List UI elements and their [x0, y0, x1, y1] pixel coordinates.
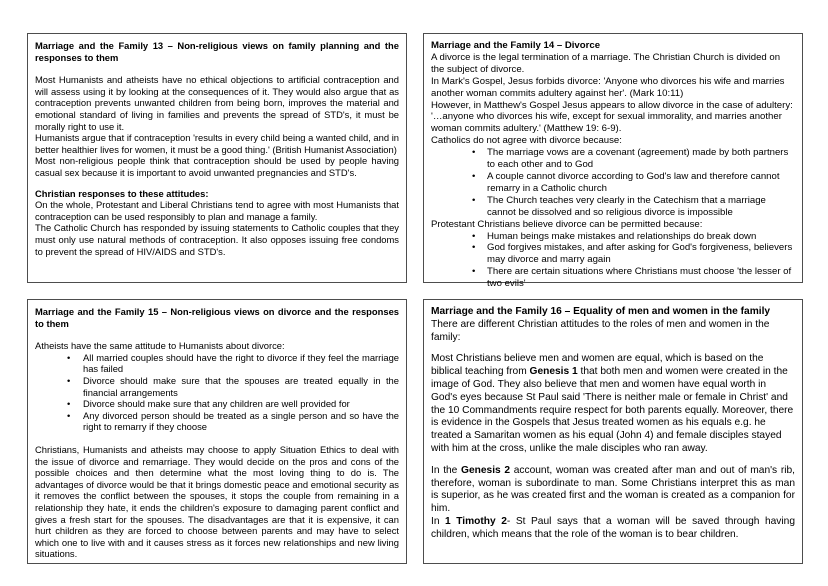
card-16-p2-text-before: In the: [431, 464, 462, 476]
card-14-paragraph-1: A divorce is the legal termination of a marriage. The Christian Church is divided on the subject of divorce.: [431, 51, 781, 75]
card-15-title: Marriage and the Family 15 – Non-religious views on divorce and the responses to them: [35, 306, 399, 329]
card-13-paragraph-1: Most Humanists and atheists have no ethical objections to artificial contraception and will assess using it by looking at the consequences of it. They would also argue that as contraception prevents unwanted children from being born, improves the material and emotional standard of living in families and prevents the spread of STD's, it must be morally right to use it.: [35, 74, 399, 132]
list-item: • The Church teaches very clearly in the Catechism that a marriage cannot be dissolved and so religious divorce is impossible: [431, 195, 795, 219]
card-13-title: Marriage and the Family 13 – Non-religious views on family planning and the responses to them: [35, 40, 399, 63]
card-14-protestant-lead: Protestant Christians believe divorce can be permitted because:: [431, 218, 703, 230]
list-item: • A couple cannot divorce according to God's law and therefore cannot remarry in a Catholic church: [431, 171, 795, 195]
card-16-paragraph-3: [431, 516, 795, 542]
card-16-paragraph-2: [431, 465, 795, 516]
card-13-paragraph-3: Most non-religious people think that contraception should be used by people having casual sex because it is important to avoid unwanted pregnancies and STD's.: [35, 155, 399, 178]
cards-grid: [27, 33, 803, 564]
card-16-paragraph-1: [431, 353, 795, 455]
card-14-paragraph-3: However, in Matthew's Gospel Jesus appears to allow divorce in the case of adultery: '…anyone who divorces his wife, except for sexual immorality, and marries another woman commits adultery.' (Matthew 19: 6-9).: [431, 99, 793, 135]
card-14-catholic-lead: Catholics do not agree with divorce because:: [431, 135, 622, 147]
spacer: [35, 329, 399, 340]
list-item: • God forgives mistakes, and after asking for God's forgiveness, believers may divorce and marry again: [431, 242, 795, 266]
card-15-paragraph-1: Christians, Humanists and atheists may choose to apply Situation Ethics to deal with the issue of divorce and remarriage. They would decide on the pros and cons of the possible choices and then determine what the most loving thing to do is. The advantages of divorce would be that it brings domestic peace and emotional security as it removes the conflict between the spouses, it stops the couple from remaining in a relationship they hate, it ends the children's exposure to damaging parent conflict and gives a fresh start for the spouses. The disadvantages are that it is expensive, it can hurt children as they are forced to choose between parents and may have to select which one to live with and it causes stress as it forces new relationships and new living situations.: [35, 443, 399, 560]
card-15-lead: Atheists have the same attitude to Humanists about divorce:: [35, 340, 285, 352]
card-14-title: Marriage and the Family 14 – Divorce: [431, 40, 601, 51]
card-14-protestant-bullets: [431, 231, 795, 291]
spacer: [431, 456, 795, 465]
card-16-p1-text-before: Most Christians believe men and women are equal, which is based on the biblical teaching from: [431, 353, 764, 378]
list-item: • There are certain situations where Christians must choose 'the lesser of two evils': [431, 266, 795, 290]
card-marriage-family-16: [423, 299, 803, 564]
card-16-p3-text-after: - St Paul says that a woman will be saved through having children, which means that the role of the woman is to bear children.: [431, 515, 795, 540]
card-13-paragraph-2: Humanists argue that if contraception 'results in every child being a wanted child, and in better healthier lives for women, it must be a good thing.' (British Humanist Association): [35, 132, 399, 155]
card-16-p1-reference: Genesis 1: [529, 366, 578, 378]
list-item: • Human beings make mistakes and relationships do break down: [431, 231, 795, 243]
list-item: • Any divorced person should be treated as a single person and so have the right to remarry if they choose: [35, 410, 399, 433]
card-16-title: Marriage and the Family 16 – Equality of men and women in the family: [431, 306, 771, 317]
card-14-paragraph-2: In Mark's Gospel, Jesus forbids divorce: 'Anyone who divorces his wife and marries another woman commits adultery against her'. (Mark 10:11): [431, 75, 785, 99]
card-marriage-family-13: [27, 33, 407, 283]
card-15-bullets: [35, 352, 399, 433]
card-16-p3-text-before: In: [431, 515, 446, 527]
card-16-p3-reference: 1 Timothy 2: [445, 515, 507, 527]
card-16-p1-text-after: that both men and women were created in the image of God. They also believe that men and women have equal worth in God's eyes because St Paul said 'There is neither male or female in Christ' and the 10 Commandments require respect for both parents equally. Moreover, there is evidence in the Gospels that Jesus treated women as his equals e.g. he treated a Samaritan women as his equal (John 4) and female disciples stayed with him at the cross, unlike the male disciples who ran away.: [431, 366, 794, 454]
card-16-p2-reference: Genesis 2: [461, 464, 511, 476]
spacer: [35, 179, 399, 188]
card-marriage-family-15: [27, 299, 407, 564]
spacer: [35, 63, 399, 74]
list-item: • Divorce should make sure that the spouses are treated equally in the financial arrangements: [35, 375, 399, 398]
list-item: • Divorce should make sure that any children are well provided for: [35, 398, 399, 410]
card-13-subheading: Christian responses to these attitudes:: [35, 187, 209, 199]
card-16-intro: There are different Christian attitudes to the roles of men and women in the family:: [431, 318, 770, 343]
card-marriage-family-14: [423, 33, 803, 290]
list-item: • All married couples should have the right to divorce if they feel the marriage has failed: [35, 352, 399, 375]
card-14-catholic-bullets: [431, 147, 795, 218]
card-13-paragraph-5: The Catholic Church has responded by issuing statements to Catholic couples that they must only use natural methods of contraception. It also opposes issuing free condoms to prevent the spread of HIV/AIDS and STD's.: [35, 222, 399, 257]
spacer: [35, 433, 399, 444]
card-13-paragraph-4: On the whole, Protestant and Liberal Christians tend to agree with most Humanists that contraception can be used responsibly to plan and manage a family.: [35, 199, 399, 222]
card-16-p2-text-after: account, woman was created after man and out of man's rib, therefore, woman is subordinate to man. Some Christians interpret this as man is superior, as he was created first and the woman is created as a companion for him.: [431, 464, 795, 515]
list-item: • The marriage vows are a covenant (agreement) made by both partners to each other and to God: [431, 147, 795, 171]
spacer: [431, 344, 795, 353]
